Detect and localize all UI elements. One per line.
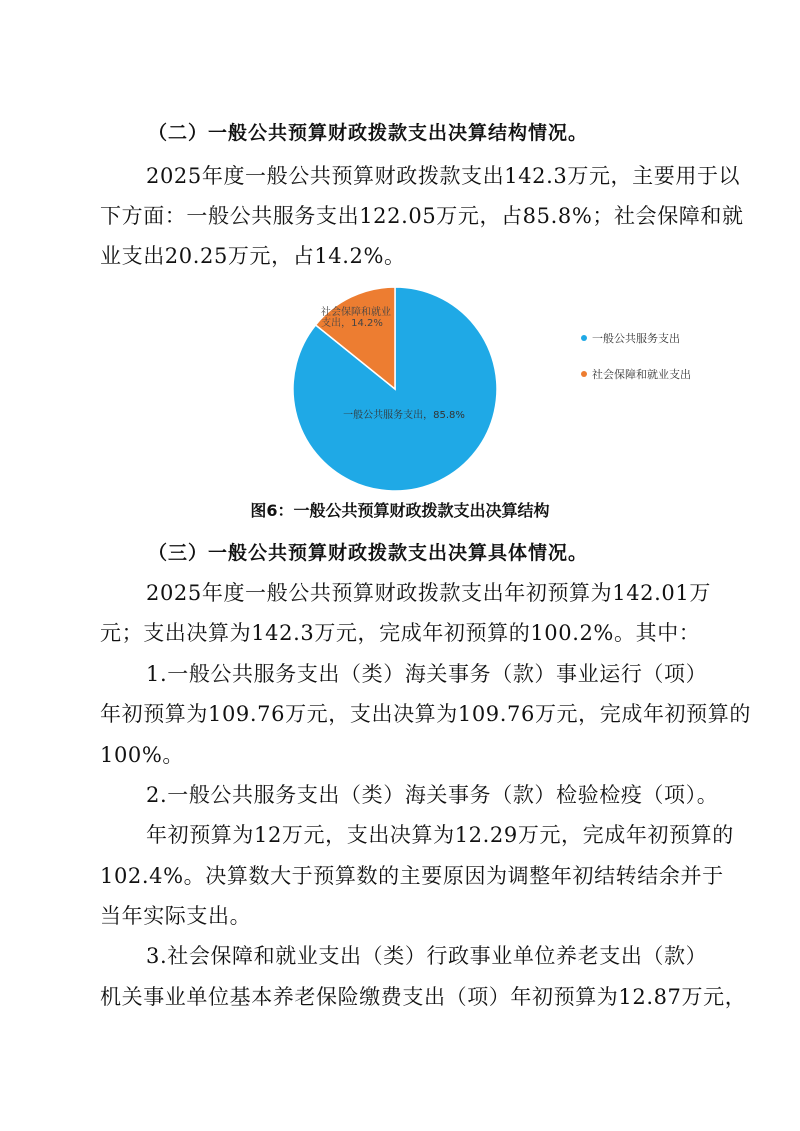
legend-label-social: 社会保障和就业支出 [592, 368, 691, 381]
data-label-general: 一般公共服务支出，85.8% [343, 410, 465, 421]
paragraph-line: 下方面：一般公共服务支出122.05万元，占85.8%；社会保障和就 [100, 204, 744, 228]
data-label-social: 支出，14.2% [321, 318, 383, 329]
data-label-social: 社会保障和就业 [321, 307, 391, 318]
legend-marker-social [581, 371, 587, 377]
chart-legend [581, 331, 691, 381]
figure-caption: 图6：一般公共预算财政拨款支出决算结构 [250, 501, 550, 520]
legend-label-general: 一般公共服务支出 [592, 332, 680, 345]
paragraph-line: 100%。 [100, 743, 185, 767]
paragraph-line: 102.4%。决算数大于预算数的主要原因为调整年初结转结余并于 [100, 864, 724, 888]
paragraph-line: 当年实际支出。 [100, 904, 252, 928]
paragraph-line: 2025年度一般公共预算财政拨款支出年初预算为142.01万 [146, 581, 711, 605]
paragraph-line: 年初预算为12万元，支出决算为12.29万元，完成年初预算的 [146, 823, 734, 847]
paragraph-line: 2025年度一般公共预算财政拨款支出142.3万元，主要用于以 [146, 164, 741, 188]
section3-heading: （三）一般公共预算财政拨款支出决算具体情况。 [148, 542, 589, 564]
paragraph-line: 机关事业单位基本养老保险缴费支出（项）年初预算为12.87万元， [100, 985, 747, 1009]
paragraph-line: 业支出20.25万元，占14.2%。 [100, 244, 406, 268]
paragraph-line: 元；支出决算为142.3万元，完成年初预算的100.2%。其中： [100, 621, 701, 645]
pie-chart [280, 282, 720, 492]
legend-marker-general [581, 335, 587, 341]
paragraph-line: 2.一般公共服务支出（类）海关事务（款）检验检疫（项）。 [146, 783, 719, 807]
paragraph-line: 3.社会保障和就业支出（类）行政事业单位养老支出（款） [146, 944, 708, 968]
section2-heading: （二）一般公共预算财政拨款支出决算结构情况。 [148, 122, 589, 144]
paragraph-line: 1.一般公共服务支出（类）海关事务（款）事业运行（项） [146, 662, 708, 686]
paragraph-line: 年初预算为109.76万元，支出决算为109.76万元，完成年初预算的 [100, 702, 751, 726]
